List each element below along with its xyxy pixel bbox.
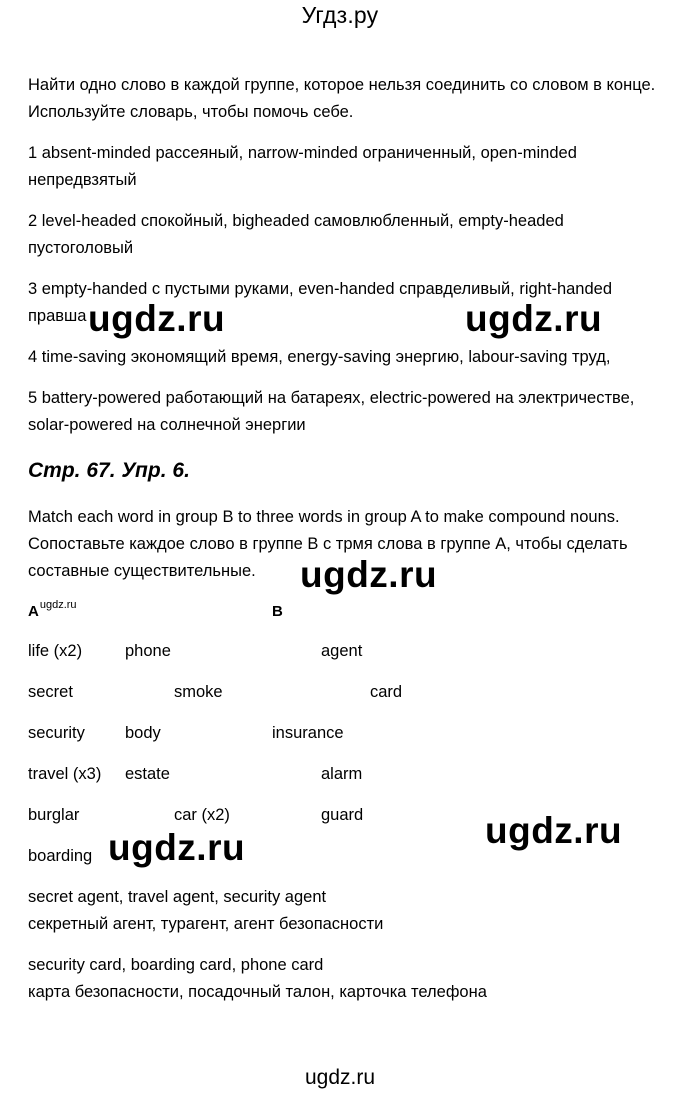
word-a-2: secret <box>28 683 73 701</box>
group-item-5: 5 battery-powered работающий на батареях, electric-powered на электричестве, solar-powered на солнечной энергии <box>28 389 635 434</box>
word-b-5: guard <box>321 806 364 824</box>
column-b-header: B <box>272 603 283 620</box>
group-item-4: 4 time-saving экономящий время, energy-saving энергию, labour-saving труд, <box>28 348 611 366</box>
word-a2-3: body <box>125 724 161 742</box>
site-title: Угдз.ру <box>301 2 379 28</box>
word-b-3: insurance <box>272 724 344 742</box>
answer-2-english: security card, boarding card, phone card <box>28 956 324 974</box>
word-a-4: travel (x3) <box>28 765 102 783</box>
word-a2-4: estate <box>125 765 170 783</box>
word-a2-1: phone <box>125 642 171 660</box>
watermark-3: ugdz.ru <box>300 554 438 595</box>
group-item-2: 2 level-headed спокойный, bigheaded самовлюбленный, empty-headed пустоголовый <box>28 212 564 257</box>
word-a-1: life (x2) <box>28 642 83 660</box>
watermark-4: ugdz.ru <box>485 810 623 851</box>
word-a2-5: car (x2) <box>174 806 230 824</box>
column-a-label: A <box>28 603 39 620</box>
word-a-5: burglar <box>28 806 80 824</box>
word-a-6: boarding <box>28 847 93 865</box>
exercise-heading: Стр. 67. Упр. 6. <box>28 459 190 482</box>
watermark-1: ugdz.ru <box>88 298 226 339</box>
intro-text: Найти одно слово в каждой группе, которое нельзя соединить со словом в конце. Используйте словарь, чтобы помочь себе. <box>28 76 656 121</box>
word-b-2: card <box>370 683 403 701</box>
group-item-3: 3 empty-handed с пустыми руками, even-handed справделивый, right-handed правша <box>28 280 613 325</box>
answer-1-english: secret agent, travel agent, security agent <box>28 888 327 906</box>
word-a2-2: smoke <box>174 683 223 701</box>
footer-site-link[interactable]: ugdz.ru <box>304 1066 376 1089</box>
word-a-3: security <box>28 724 85 742</box>
word-b-4: alarm <box>321 765 363 783</box>
watermark-2: ugdz.ru <box>465 298 603 339</box>
answer-2-russian: карта безопасности, посадочный талон, карточка телефона <box>28 983 487 1001</box>
task-russian: Сопоставьте каждое слово в группе B с трмя слова в группе А, чтобы сделать составные существительные. <box>28 535 628 580</box>
watermark-5: ugdz.ru <box>108 827 246 868</box>
task-english: Match each word in group B to three words in group A to make compound nouns. <box>28 508 620 526</box>
column-a-header <box>28 599 77 620</box>
group-item-1: 1 absent-minded рассеяный, narrow-minded ограниченный, open-minded непредвзятый <box>28 144 577 189</box>
word-b-1: agent <box>321 642 363 660</box>
answer-1-russian: секретный агент, турагент, агент безопасности <box>28 915 384 933</box>
column-a-superscript: ugdz.ru <box>39 599 77 611</box>
